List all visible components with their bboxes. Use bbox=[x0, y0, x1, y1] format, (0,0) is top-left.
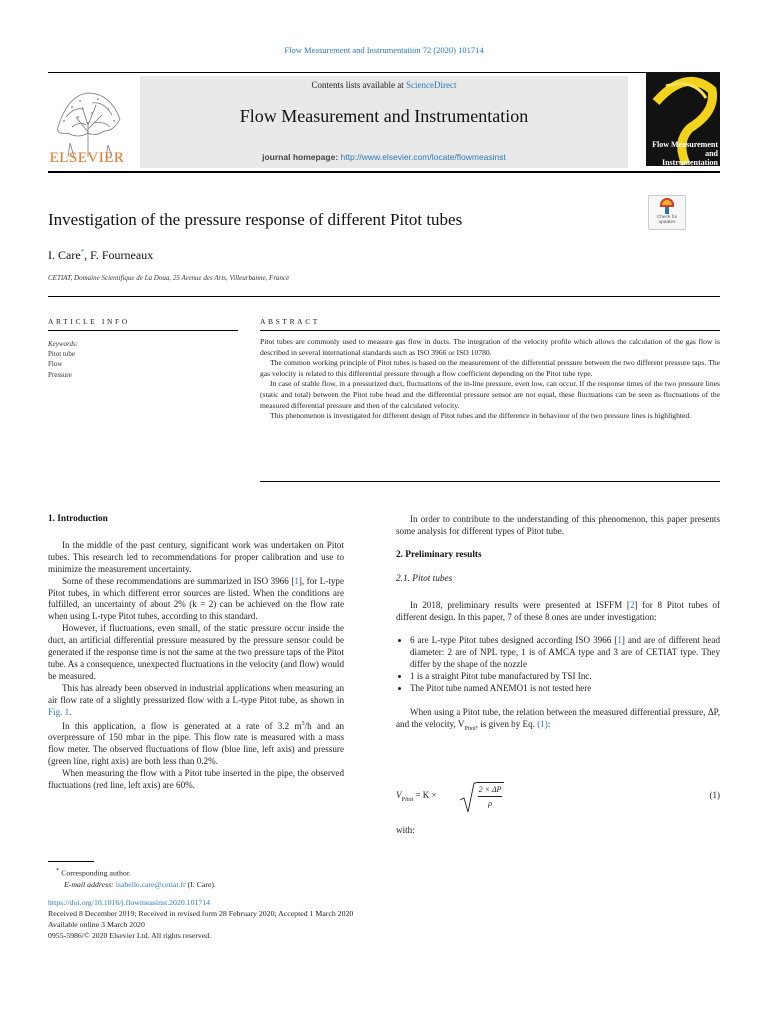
section-heading-introduction: 1. Introduction bbox=[48, 514, 108, 524]
text-run: V bbox=[396, 790, 402, 800]
text-run: In this application, a flow is generated at a rate of 3.2 m bbox=[62, 720, 302, 731]
reference-link-1[interactable]: 1 bbox=[617, 635, 622, 646]
body-paragraph: When measuring the flow with a Pitot tube inserted in the pipe, the observed fluctuations (red line, left axis) are 60%. bbox=[48, 768, 344, 791]
text-run: , is given by Eq. bbox=[475, 718, 538, 729]
text-run: This has already been observed in industrial applications when measuring an air flow rate of a slightly pressurized flow with a L-type Pitot tube, as shown in bbox=[48, 682, 344, 705]
keywords-block bbox=[48, 339, 78, 380]
equation-numerator: 2 × ΔP bbox=[478, 785, 502, 794]
section-rule bbox=[48, 296, 720, 297]
contents-availability bbox=[140, 80, 628, 90]
homepage-url-link[interactable]: http://www.elsevier.com/locate/flowmeasinst bbox=[340, 152, 506, 162]
text-run: /h and an overpressure of 150 mbar in the pipe. This flow rate is measured with a mass flow meter. The observed fluctuations of flow (blue line, left axis) and pressure (green line, right axis) are both less than 0.2%. bbox=[48, 720, 344, 767]
email-note bbox=[48, 879, 216, 890]
abstract-paragraph: In case of stable flow, in a pressurized duct, fluctuations of the in-line pressure, even low, can occur. If the response times of the two pressure lines (static and total) between the Pitot tube head and the differential pressure sensor are not equal, these fluctuations can be seen as fluctuations of the measured differential pressure and then of the calculated velocity. bbox=[260, 379, 720, 410]
figure-link-fig1[interactable]: Fig. 1 bbox=[48, 706, 70, 717]
homepage-label: journal homepage: bbox=[262, 152, 341, 162]
cover-title bbox=[648, 140, 718, 166]
abstract-paragraph: The common working principle of Pitot tubes is based on the measurement of the differential pressure between the two different pressure taps. The gas velocity is related to this differential pressure through a flow coefficient depending on the Pitot tube type. bbox=[260, 358, 720, 378]
text-run: = K × bbox=[413, 790, 437, 800]
author-list bbox=[48, 248, 153, 263]
abstract-heading: ABSTRACT bbox=[260, 317, 320, 326]
equation-denominator: ρ bbox=[488, 799, 492, 808]
square-root-icon bbox=[460, 782, 476, 814]
keywords-label: Keywords: bbox=[48, 340, 79, 348]
crossmark-label-line2: updates bbox=[658, 220, 676, 226]
subscript: Pitot bbox=[464, 725, 476, 732]
body-paragraph bbox=[48, 683, 344, 719]
publication-info bbox=[48, 897, 353, 941]
copyright: 0955-5986/© 2020 Elsevier Ltd. All rights reserved. bbox=[48, 931, 212, 940]
abstract-rule bbox=[260, 330, 720, 331]
section-heading-preliminary-results: 2. Preliminary results bbox=[396, 549, 482, 560]
left-column bbox=[48, 514, 344, 792]
right-column bbox=[396, 514, 720, 736]
keyword-item: Flow bbox=[48, 360, 63, 369]
journal-citation-link[interactable]: Flow Measurement and Instrumentation 72 (2020) 101714 bbox=[284, 45, 484, 55]
keyword-item: Pitot tube bbox=[48, 350, 76, 359]
abstract-body bbox=[260, 337, 720, 422]
abstract-paragraph: This phenomenon is investigated for different design of Pitot tubes and the difference in behaviour of the two pressure lines is highlighted. bbox=[270, 411, 692, 421]
body-paragraph: In order to contribute to the understanding of this phenomenon, this paper presents some analysis for different types of Pitot tube. bbox=[396, 514, 720, 536]
equation-lhs bbox=[396, 790, 437, 803]
journal-title[interactable]: Flow Measurement and Instrumentation bbox=[239, 106, 529, 126]
email-link[interactable]: isabelle.care@cetiat.fr bbox=[115, 879, 186, 889]
doi-link[interactable]: https://doi.org/10.1016/j.flowmeasinst.2020.101714 bbox=[48, 898, 211, 907]
available-online: Available online 3 March 2020 bbox=[48, 920, 145, 929]
body-paragraph bbox=[48, 719, 344, 769]
footnote-mark: * bbox=[56, 867, 60, 874]
received-dates: Received 8 December 2019; Received in revised form 28 February 2020; Accepted 1 March 2020 bbox=[48, 909, 354, 918]
contents-prefix: Contents lists available at bbox=[311, 80, 406, 90]
corresponding-author-note bbox=[48, 865, 216, 879]
text-run: . bbox=[69, 706, 72, 717]
abstract-paragraph: Pitot tubes are commonly used to measure gas flow in ducts. The integration of the velocity profile which allows the calculation of the gas flow is described in several international standards such as ISO 3966 or ISO 10780. bbox=[260, 337, 720, 357]
reference-link-2[interactable]: 2 bbox=[629, 599, 635, 610]
author-separator: , bbox=[84, 248, 91, 262]
text-run: 6 are L-type Pitot tubes designed according ISO 3966 [ bbox=[410, 635, 618, 646]
article-info-heading: ARTICLE INFO bbox=[48, 317, 130, 326]
author-name: F. Fourneaux bbox=[90, 248, 154, 262]
email-label: E-mail address: bbox=[64, 879, 116, 889]
superscript: 3 bbox=[301, 720, 305, 727]
crossmark-label-line1: Check for bbox=[656, 215, 678, 220]
journal-homepage bbox=[140, 152, 628, 163]
journal-cover-thumbnail[interactable] bbox=[646, 72, 720, 166]
subscript: Pitot bbox=[401, 796, 414, 803]
text-run: ] and are of different head diameter: 2 are of NPL type, 1 is of AMCA type and 3 are of CETIAT type. They differ by the shape of the nozzle bbox=[410, 635, 720, 670]
subsection-heading-pitot-tubes: 2.1. Pitot tubes bbox=[396, 573, 453, 584]
keyword-item: Pressure bbox=[48, 370, 72, 379]
header-rule bbox=[48, 72, 720, 73]
crossmark-label bbox=[649, 215, 685, 226]
article-info-rule bbox=[48, 330, 238, 331]
check-for-updates-button[interactable] bbox=[648, 195, 686, 230]
with-label: with: bbox=[396, 825, 415, 835]
text-run: : bbox=[547, 718, 551, 729]
text-run: ], for L-type Pitot tubes, in which different error sources are listed. When the conditions are fulfilled, an uncertainty of about 2% (k = 2) can be achieved on the flow rate when using L-type Pitot tubes, according to this standard. bbox=[48, 575, 344, 622]
text-run: In 2018, preliminary results were presented at ISFFM [ bbox=[410, 599, 630, 610]
body-paragraph: In the middle of the past century, significant work was undertaken on Pitot tubes. This research led to recommendations for proper calibration and use to minimize the measurement uncertainty. bbox=[48, 539, 344, 574]
body-paragraph bbox=[396, 707, 720, 736]
fraction-bar bbox=[478, 796, 502, 797]
affiliation: CETIAT, Domaine Scientifique de La Doua, 25 Avenue des Arts, Villeurbanne, France bbox=[48, 274, 290, 282]
footnotes bbox=[48, 865, 216, 890]
equation-1 bbox=[396, 780, 720, 816]
radical-bar bbox=[476, 782, 504, 783]
reference-link-1[interactable]: 1 bbox=[294, 575, 299, 586]
crossmark-icon bbox=[660, 198, 674, 214]
abstract-end-rule bbox=[260, 481, 720, 482]
text-run: (I. Care). bbox=[185, 879, 216, 889]
cover-title-line1: Flow Measurement bbox=[652, 140, 718, 149]
article-title: Investigation of the pressure response of different Pitot tubes bbox=[48, 210, 463, 229]
body-paragraph bbox=[396, 600, 720, 624]
sciencedirect-link[interactable]: ScienceDirect bbox=[406, 80, 457, 90]
list-item bbox=[410, 635, 720, 671]
list-item: • The Pitot tube named ANEMO1 is not tested here bbox=[410, 683, 720, 695]
text-run: When using a Pitot tube, the relation between the measured differential pressure, ΔP, and the velocity, V bbox=[396, 706, 720, 729]
text-run: Corresponding author. bbox=[61, 868, 131, 878]
list-item: • 1 is a straight Pitot tube manufactured by TSI Inc. bbox=[410, 671, 720, 683]
body-paragraph bbox=[48, 576, 344, 624]
body-paragraph: However, if fluctuations, even small, of the static pressure occur inside the duct, an artificial differential pressure measured by the pressure sensor could be generated if the response time is not the same at the two pressure taps of the Pitot tube. As a consequence, unexpected fluctuations in the velocity (and flow) would be measured. bbox=[48, 623, 344, 681]
journal-banner bbox=[140, 76, 628, 168]
text-run: Some of these recommendations are summarized in ISO 3966 [ bbox=[62, 575, 295, 586]
text-run: ] for 8 Pitot tubes of different design. In this paper, 7 of these 8 ones are under investigation: bbox=[396, 599, 720, 622]
equation-number: (1) bbox=[709, 790, 720, 800]
cover-title-line2: and Instrumentation bbox=[661, 149, 718, 166]
equation-link-1[interactable]: (1) bbox=[537, 718, 548, 729]
publisher-wordmark[interactable]: ELSEVIER bbox=[49, 150, 125, 166]
header-rule-thick bbox=[48, 171, 720, 173]
corresponding-author-mark[interactable]: * bbox=[80, 248, 85, 256]
author-name: I. Care bbox=[48, 248, 81, 262]
footnote-rule bbox=[48, 861, 94, 862]
pitot-tube-list bbox=[396, 635, 720, 695]
